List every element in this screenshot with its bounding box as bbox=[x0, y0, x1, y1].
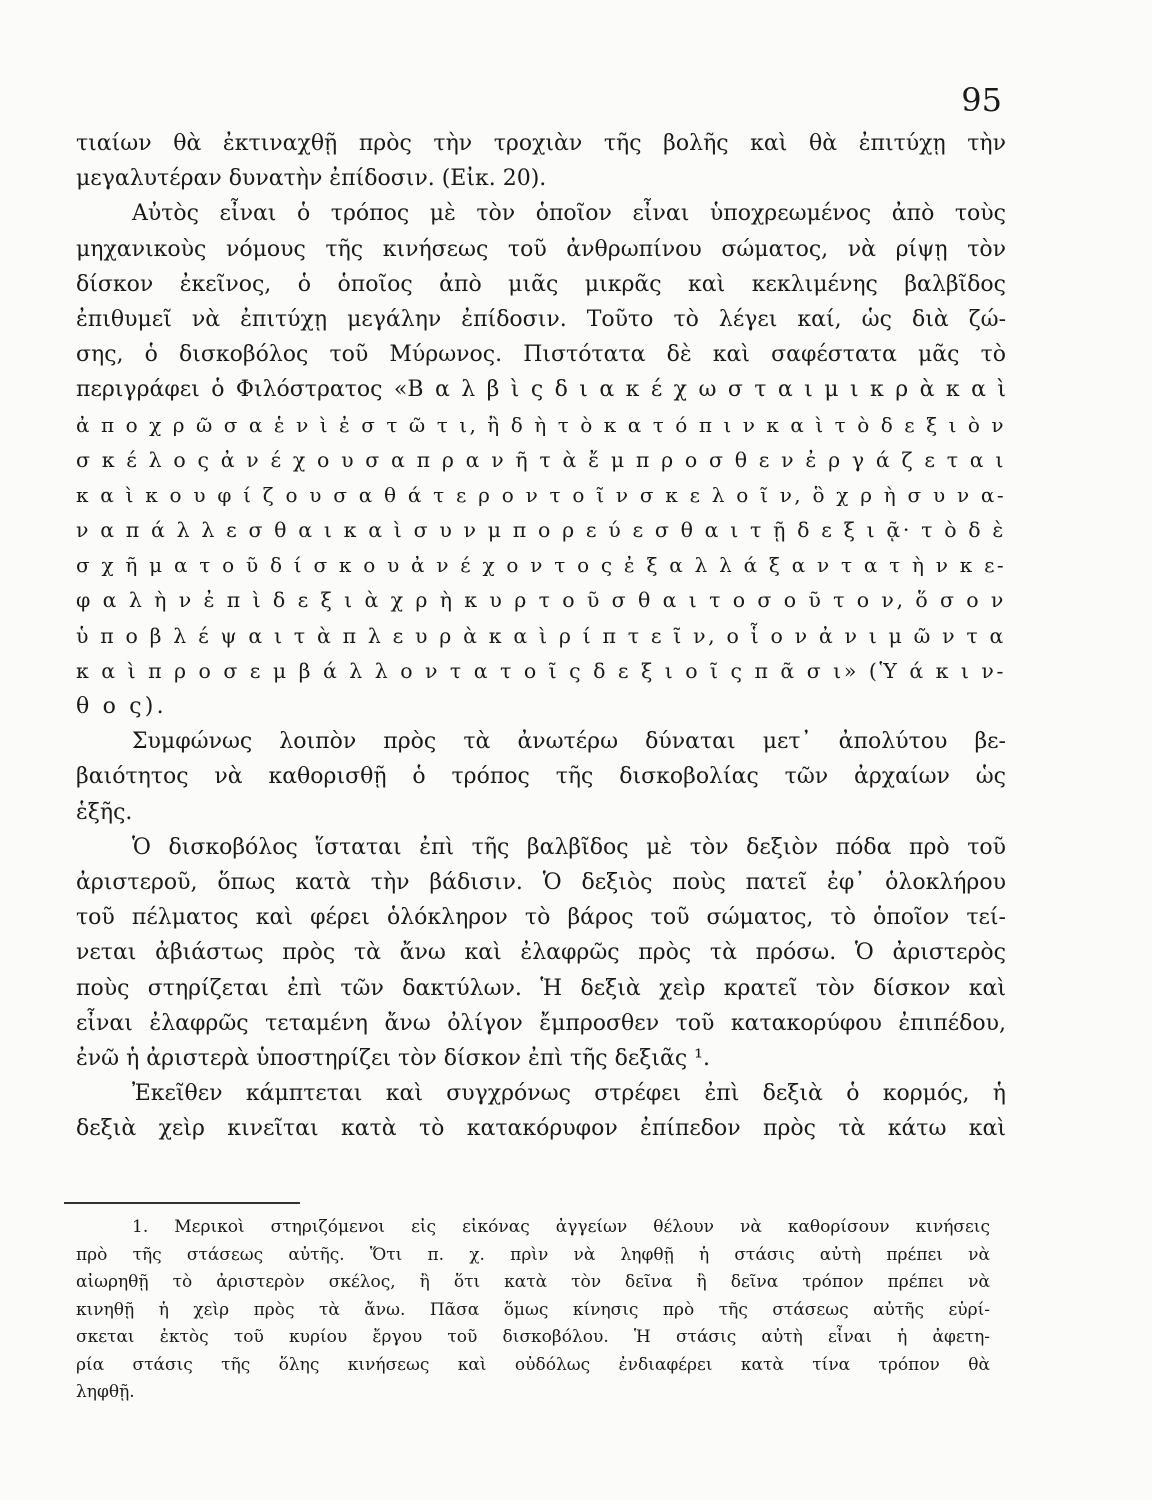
paragraph-5 bbox=[76, 1076, 1006, 1146]
text-line: δίσκον ἐκεῖνος, ὁ ὁποῖος ἀπὸ μιᾶς μικρᾶς καὶ κεκλιμένης βαλβῖδος bbox=[76, 271, 1006, 297]
text-line: Ὁ δισκοβόλος ἵσταται ἐπὶ τῆς βαλβῖδος μὲ τὸν δεξιὸν πόδα πρὸ τοῦ bbox=[132, 834, 1006, 860]
text-line: δεξιὰ χεὶρ κινεῖται κατὰ τὸ κατακόρυφον ἐπίπεδον πρὸς τὰ κάτω καὶ bbox=[76, 1116, 1006, 1142]
text-line: ἑξῆς. bbox=[76, 799, 133, 825]
text-line: Αὐτὸς εἶναι ὁ τρόπος μὲ τὸν ὁποῖον εἶναι ὑποχρεωμένος ἀπὸ τοὺς bbox=[132, 201, 1006, 227]
paragraph-1 bbox=[76, 126, 1006, 196]
text-line: ἐπιθυμεῖ νὰ ἐπιτύχῃ μεγάλην ἐπίδοσιν. Τοῦτο τὸ λέγει καί, ὡς διὰ ζώ- bbox=[76, 306, 1006, 332]
text-line: τοῦ πέλματος καὶ φέρει ὁλόκληρον τὸ βάρος τοῦ σώματος, τὸ ὁποῖον τεί- bbox=[76, 905, 1006, 931]
text-line: Ἐκεῖθεν κάμπτεται καὶ συγχρόνως στρέφει ἐπὶ δεξιὰ ὁ κορμός, ἡ bbox=[132, 1081, 1006, 1107]
spaced-quote-line: θ ο ς). bbox=[76, 694, 167, 719]
main-text bbox=[76, 126, 1006, 1146]
spaced-quote-line: κ α ὶ κ ο υ φ ί ζ ο υ σ α θ ά τ ε ρ ο ν τ ο ῖ ν σ κ ε λ ο ῖ ν, ὃ χ ρ ὴ σ υ ν α- bbox=[76, 482, 1006, 507]
spaced-quote-line: ἀ π ο χ ρ ῶ σ α ἑ ν ὶ ἐ σ τ ῶ τ ι, ἢ δ ὴ τ ὸ κ α τ ό π ι ν κ α ὶ τ ὸ δ ε ξ ι ὸ ν bbox=[76, 412, 1006, 437]
text-line: ἐνῶ ἡ ἀριστερὰ ὑποστηρίζει τὸν δίσκον ἐπὶ τῆς δεξιᾶς ¹. bbox=[76, 1045, 710, 1071]
paragraph-4 bbox=[76, 830, 1006, 1076]
page-number: 95 bbox=[961, 81, 1002, 119]
footnote-line: ρία στάσις τῆς ὅλης κινήσεως καὶ οὐδόλως ἐνδιαφέρει κατὰ τίνα τρόπον θὰ bbox=[76, 1354, 990, 1375]
paragraph-2 bbox=[76, 196, 1006, 724]
footnote-line: κινηθῇ ἡ χεὶρ πρὸς τὰ ἄνω. Πᾶσα ὅμως κίνησις πρὸ τῆς στάσεως αὐτῆς εὑρί- bbox=[76, 1299, 990, 1320]
text-line: Συμφώνως λοιπὸν πρὸς τὰ ἀνωτέρω δύναται μετ᾽ ἀπολύτου βε- bbox=[132, 729, 1006, 755]
spaced-quote-line: φ α λ ὴ ν ἐ π ὶ δ ε ξ ι ὰ χ ρ ὴ κ υ ρ τ ο ῦ σ θ α ι τ ο σ ο ῦ τ ο ν, ὅ σ ο ν bbox=[76, 588, 1006, 613]
spaced-quote-line: κ α ὶ π ρ ο σ ε μ β ά λ λ ο ν τ α τ ο ῖ ς δ ε ξ ι ο ῖ ς π ᾶ σ ι» (Ὑ ά κ ι ν- bbox=[76, 658, 1006, 683]
footnote-line: ληφθῇ. bbox=[76, 1382, 135, 1402]
spaced-quote-line: ὑ π ο β λ έ ψ α ι τ ὰ π λ ε υ ρ ὰ κ α ὶ ρ ί π τ ε ῖ ν, ο ἷ ο ν ἀ ν ι μ ῶ ν τ α bbox=[76, 623, 1006, 648]
spaced-quote-line: σ χ ῆ μ α τ ο ῦ δ ί σ κ ο υ ἀ ν έ χ ο ν τ ο ς ἐ ξ α λ λ ά ξ α ν τ α τ ὴ ν κ ε- bbox=[76, 553, 1006, 578]
text-line: ποὺς στηρίζεται ἐπὶ τῶν δακτύλων. Ἡ δεξιὰ χεὶρ κρατεῖ τὸν δίσκον καὶ bbox=[76, 975, 1006, 1001]
text-line: περιγράφει ὁ Φιλόστρατος «Β α λ β ὶ ς δ ι α κ έ χ ω σ τ α ι μ ι κ ρ ὰ κ α ὶ bbox=[76, 377, 1006, 403]
footnote bbox=[76, 1214, 990, 1407]
text-line: τιαίων θὰ ἐκτιναχθῇ πρὸς τὴν τροχιὰν τῆς βολῆς καὶ θὰ ἐπιτύχῃ τὴν bbox=[76, 131, 1006, 156]
paragraph-3 bbox=[76, 724, 1006, 830]
footnote-line: σκεται ἐκτὸς τοῦ κυρίου ἔργου τοῦ δισκοβόλου. Ἡ στάσις αὐτὴ εἶναι ἡ ἀφετη- bbox=[76, 1327, 990, 1347]
spaced-quote-line: ν α π ά λ λ ε σ θ α ι κ α ὶ σ υ ν μ π ο ρ ε ύ ε σ θ α ι τ ῇ δ ε ξ ι ᾷ· τ ὸ δ ὲ bbox=[76, 518, 1006, 543]
footnote-line: πρὸ τῆς στάσεως αὐτῆς. Ὅτι π. χ. πρὶν νὰ ληφθῇ ἡ στάσις αὐτὴ πρέπει νὰ bbox=[76, 1244, 990, 1265]
footnote-line: αἰωρηθῇ τὸ ἀριστερὸν σκέλος, ἢ ὅτι κατὰ τὸν δεῖνα ἢ δεῖνα τρόπον πρέπει νὰ bbox=[76, 1272, 990, 1292]
footnote-line: 1. Μερικοὶ στηριζόμενοι εἰς εἰκόνας ἀγγείων θέλουν νὰ καθορίσουν κινήσεις bbox=[132, 1217, 990, 1237]
text-line: εἶναι ἐλαφρῶς τεταμένη ἄνω ὀλίγον ἔμπροσθεν τοῦ κατακορύφου ἐπιπέδου, bbox=[76, 1010, 1006, 1036]
footnote-divider bbox=[64, 1202, 300, 1204]
text-line: βαιότητος νὰ καθορισθῇ ὁ τρόπος τῆς δισκοβολίας τῶν ἀρχαίων ὡς bbox=[76, 764, 1006, 790]
text-line: νεται ἀβιάστως πρὸς τὰ ἄνω καὶ ἐλαφρῶς πρὸς τὰ πρόσω. Ὁ ἀριστερὸς bbox=[76, 940, 1006, 966]
text-line: μεγαλυτέραν δυνατὴν ἐπίδοσιν. (Εἰκ. 20). bbox=[76, 166, 547, 192]
text-line: σης, ὁ δισκοβόλος τοῦ Μύρωνος. Πιστότατα δὲ καὶ σαφέστατα μᾶς τὸ bbox=[76, 342, 1006, 368]
spaced-quote-line: σ κ έ λ ο ς ἀ ν έ χ ο υ σ α π ρ α ν ῆ τ ὰ ἔ μ π ρ ο σ θ ε ν ἐ ρ γ ά ζ ε τ α ι bbox=[76, 447, 1006, 472]
text-line: μηχανικοὺς νόμους τῆς κινήσεως τοῦ ἀνθρωπίνου σώματος, νὰ ρίψῃ τὸν bbox=[76, 236, 1006, 262]
text-line: ἀριστεροῦ, ὅπως κατὰ τὴν βάδισιν. Ὁ δεξιὸς ποὺς πατεῖ ἐφ᾽ ὁλοκλήρου bbox=[76, 869, 1006, 895]
